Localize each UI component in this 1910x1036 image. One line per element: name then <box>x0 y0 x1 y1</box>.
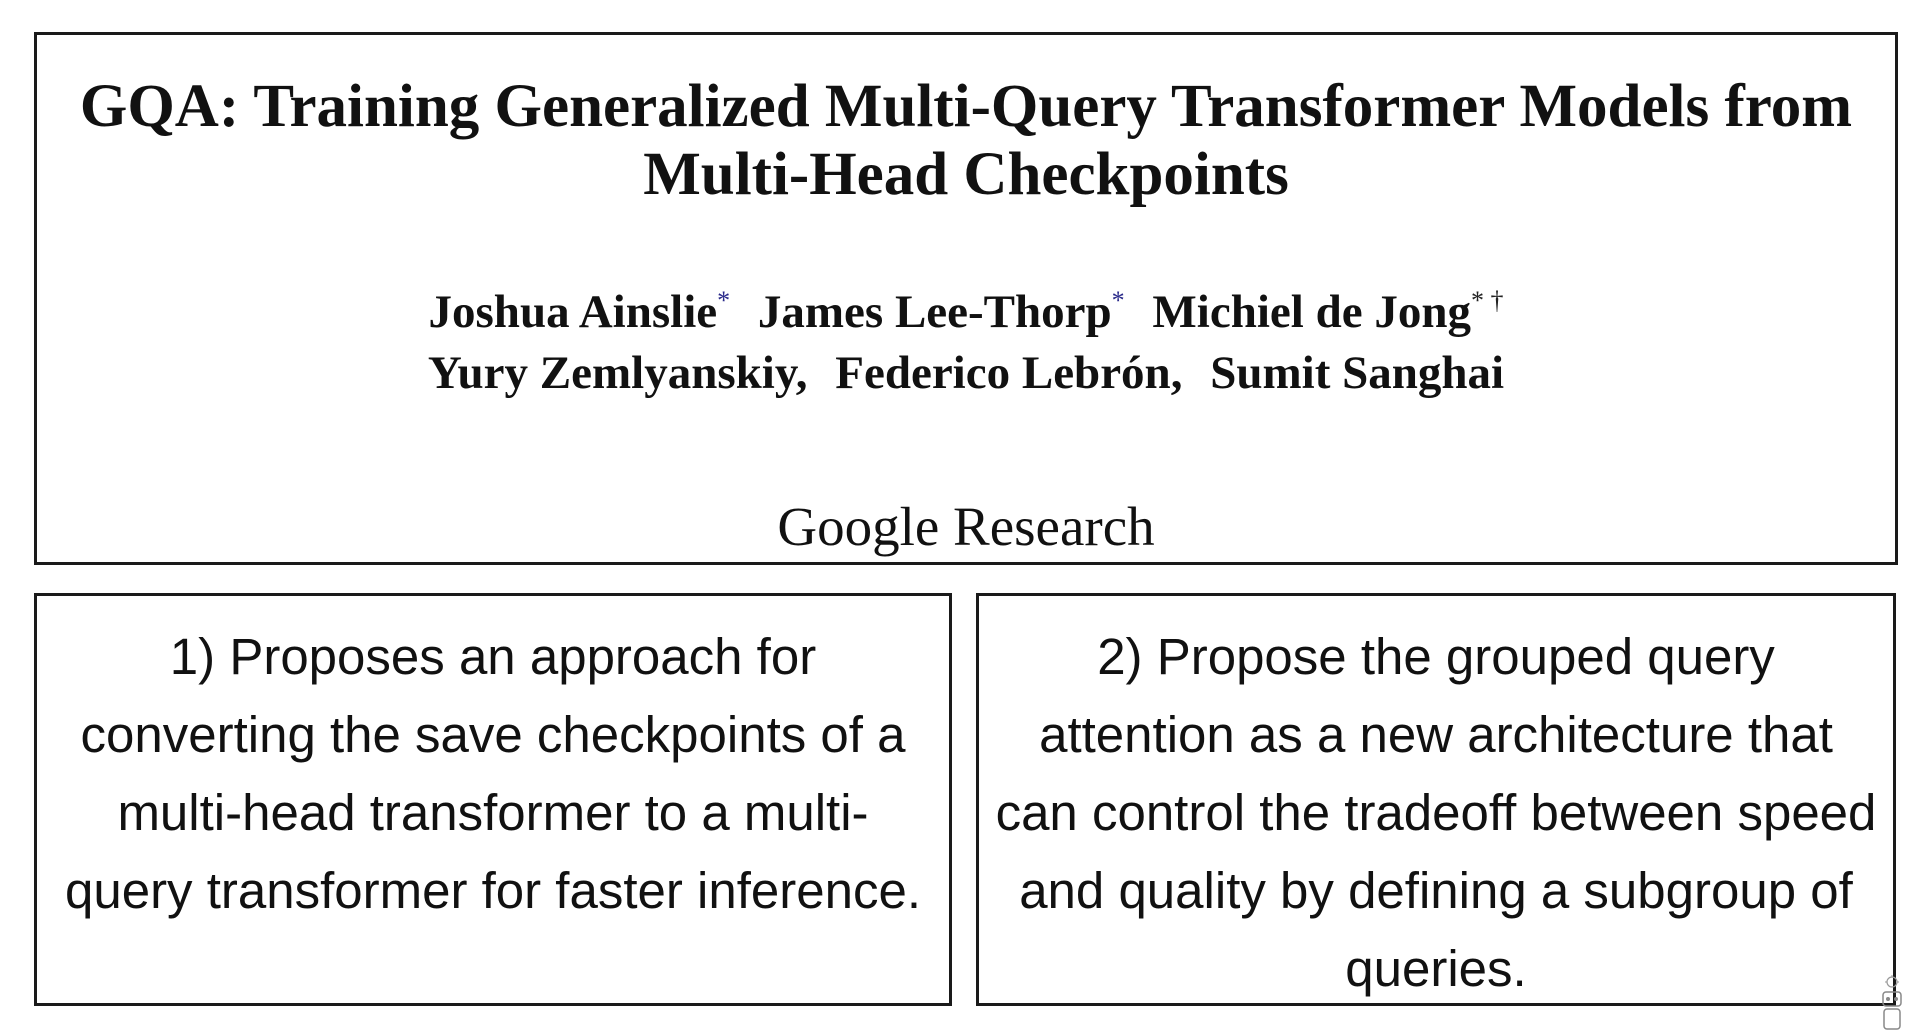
paper-header-box <box>34 32 1898 565</box>
author-mark: * <box>717 286 731 315</box>
robot-watermark-icon <box>1878 974 1906 1034</box>
author: Michiel de Jong* † <box>1152 286 1504 338</box>
affiliation: Google Research <box>777 496 1155 557</box>
paper-title <box>37 73 1895 209</box>
point-box-1 <box>34 593 952 1006</box>
point-text-1: 1) Proposes an approach for converting the save checkpoints of a multi-head transformer to a multi-query transformer for faster inference. <box>64 628 922 919</box>
author: Yury Zemlyanskiy <box>427 347 796 399</box>
author: Federico Lebrón <box>835 347 1171 399</box>
paper-title-line-2: Multi-Head Checkpoints <box>643 141 1289 208</box>
author: Sumit Sanghai <box>1210 347 1505 399</box>
point-text-2: 2) Propose the grouped query attention as a new architecture that can control the tradeoff between speed and quality by defining a subgroup of queries. <box>995 628 1877 997</box>
author-list <box>37 270 1895 404</box>
author-mark: * <box>1111 286 1125 315</box>
author: James Lee-Thorp* <box>757 286 1125 338</box>
paper-title-line-1: GQA: Training Generalized Multi-Query Transformer Models from <box>79 73 1853 140</box>
author-row-2: Yury Zemlyanskiy, Federico Lebrón, Sumit Sanghai <box>427 347 1505 399</box>
point-box-2 <box>976 593 1896 1006</box>
author: Joshua Ainslie* <box>428 286 731 338</box>
author-row-1 <box>37 270 1895 343</box>
author-mark: * † <box>1470 286 1504 315</box>
